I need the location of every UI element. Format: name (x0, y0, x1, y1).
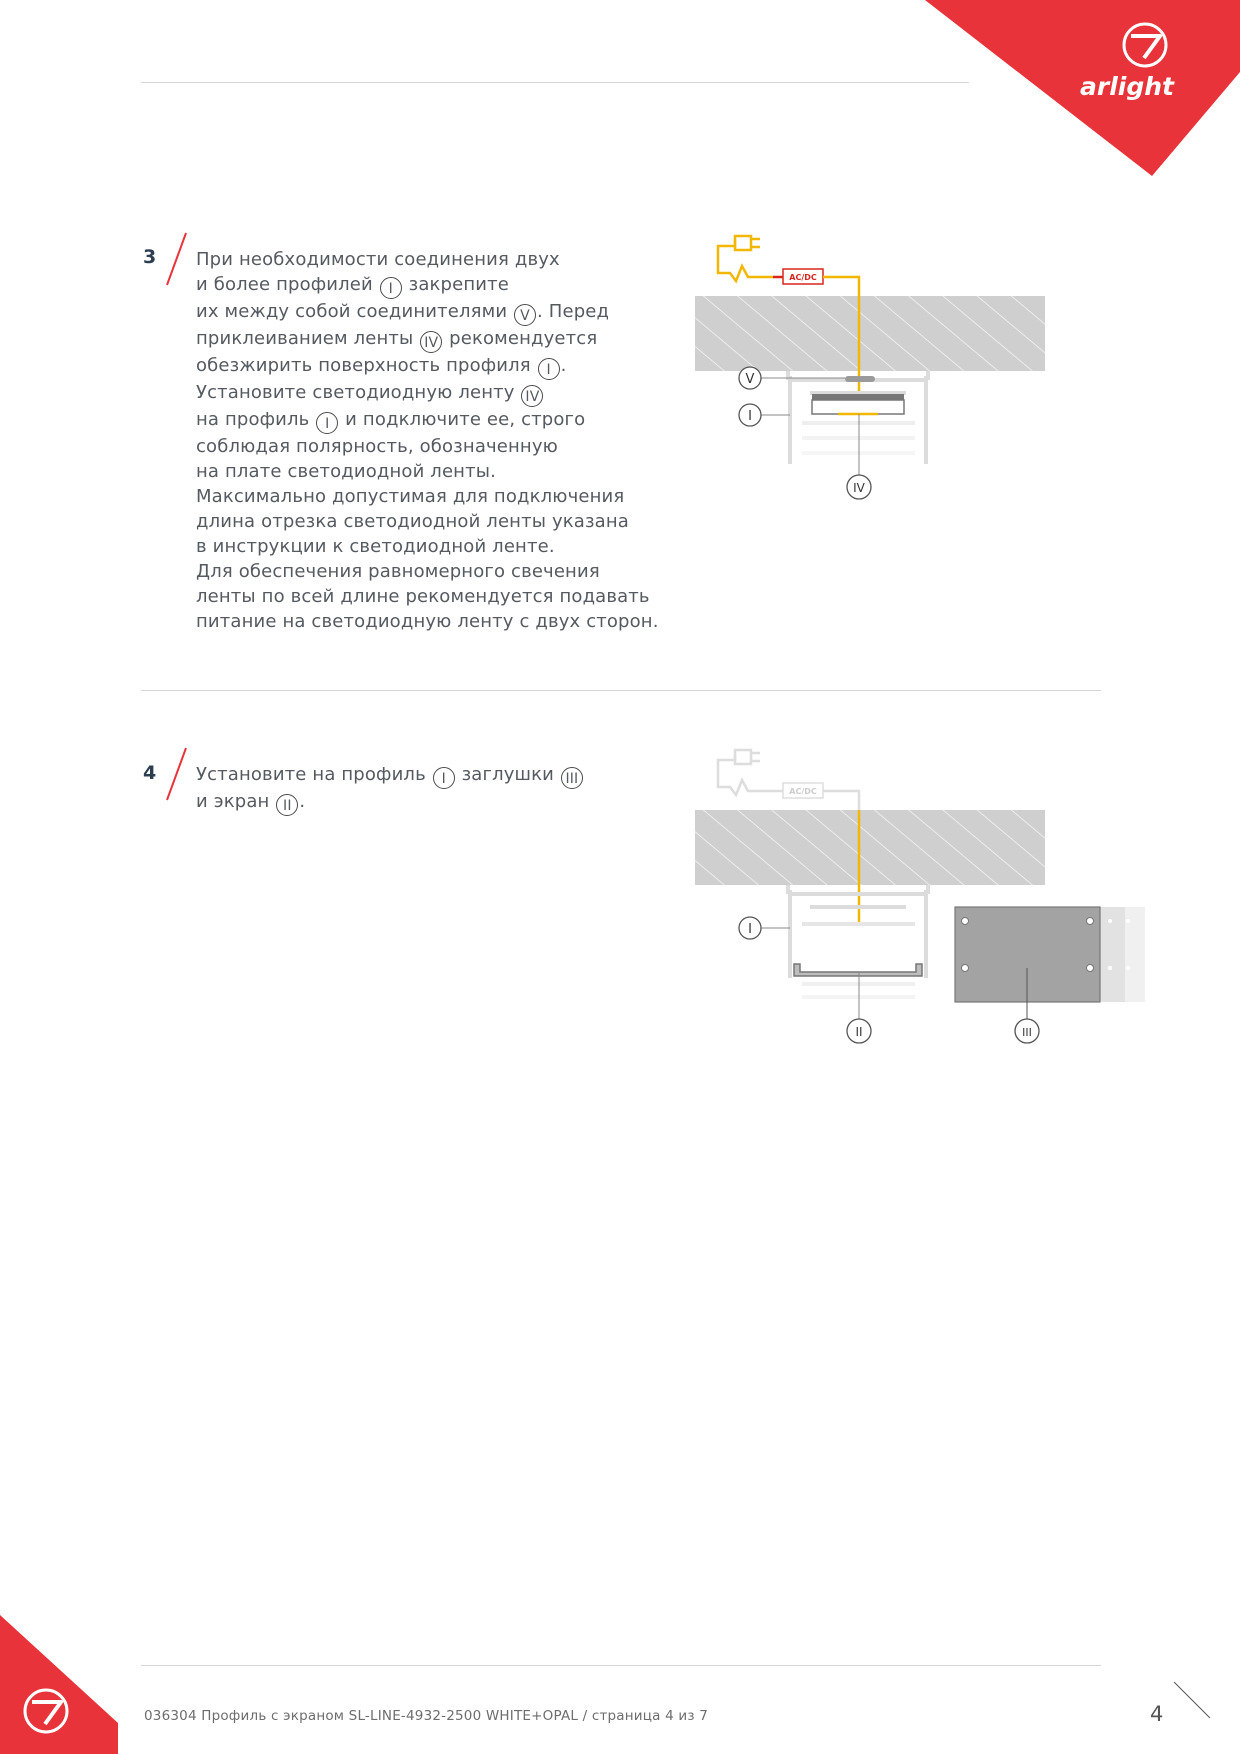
power-plug-icon (718, 236, 773, 281)
step-4-number: 4 (143, 762, 157, 784)
callout-i-label: I (748, 922, 752, 937)
step-3-slash (164, 231, 188, 287)
step-3-diagram (690, 228, 1050, 508)
callout-iii-label: III (1022, 1026, 1032, 1039)
step-4-slash (164, 746, 188, 802)
text-segment: заглушки (455, 764, 560, 785)
text-line (196, 407, 659, 434)
text-line (196, 326, 659, 353)
step-4-diagram (690, 742, 1160, 1057)
part-marker: V (514, 304, 536, 326)
text-segment: рекомендуется (443, 328, 598, 349)
text-segment: в инструкции к светодиодной ленте. (196, 536, 555, 557)
power-plug-icon (718, 750, 859, 810)
text-line (196, 559, 659, 584)
part-marker: I (433, 767, 455, 789)
text-segment: обезжирить поверхность профиля (196, 355, 537, 376)
text-segment: длина отрезка светодиодной ленты указана (196, 511, 629, 532)
text-segment: соблюдая полярность, обозначенную (196, 436, 558, 457)
part-marker: I (316, 412, 338, 434)
text-segment: Установите на профиль (196, 764, 432, 785)
brand-corner-bottom-left (0, 1615, 120, 1754)
text-line (196, 509, 659, 534)
part-marker: I (380, 277, 402, 299)
footer-document-info: 036304 Профиль с экраном SL-LINE-4932-2500 WHITE+OPAL / страница 4 из 7 (144, 1708, 709, 1724)
callout-i-label: I (748, 409, 752, 424)
text-segment: Для обеспечения равномерного свечения (196, 561, 600, 582)
text-line (196, 534, 659, 559)
step-4-text (196, 762, 584, 816)
text-segment: на плате светодиодной ленты. (196, 461, 496, 482)
brand-corner-top-right (925, 0, 1240, 176)
top-divider (141, 82, 969, 83)
text-segment: . Перед (537, 301, 610, 322)
text-segment: Установите светодиодную ленту (196, 382, 521, 403)
text-segment: их между собой соединителями (196, 301, 514, 322)
part-marker: IV (521, 385, 543, 407)
callout-v-label: V (745, 372, 755, 387)
psu-label: AC/DC (789, 787, 817, 796)
text-line (196, 299, 659, 326)
text-segment: . (560, 355, 567, 376)
text-line (196, 484, 659, 509)
part-marker: IV (420, 331, 442, 353)
arlight-logo-text: arlight (1080, 72, 1174, 101)
psu-label: AC/DC (789, 273, 817, 282)
step-3-text (196, 247, 659, 634)
text-line (196, 459, 659, 484)
text-line (196, 609, 659, 634)
callout-iv-label: IV (853, 481, 865, 495)
text-segment: Максимально допустимая для подключения (196, 486, 625, 507)
text-segment: ленты по всей длине рекомендуется подавать (196, 586, 650, 607)
text-segment: и подключите ее, строго (339, 409, 586, 430)
text-line (196, 380, 659, 407)
part-marker: III (561, 767, 583, 789)
text-segment: на профиль (196, 409, 316, 430)
text-segment: и более профилей (196, 274, 379, 295)
page-corner-slash (1172, 1680, 1212, 1720)
text-segment: закрепите (402, 274, 509, 295)
text-line (196, 584, 659, 609)
text-segment: и экран (196, 791, 276, 812)
text-segment: питание на светодиодную ленту с двух сторон. (196, 611, 659, 632)
part-marker: II (276, 794, 298, 816)
text-segment: . (299, 791, 306, 812)
connector-part (845, 376, 875, 382)
middle-divider (141, 690, 1101, 691)
text-line (196, 789, 584, 816)
text-segment: приклеиванием ленты (196, 328, 420, 349)
text-line (196, 353, 659, 380)
footer-divider (141, 1665, 1101, 1666)
part-marker: I (538, 358, 560, 380)
text-segment: При необходимости соединения двух (196, 249, 560, 270)
page-number: 4 (1150, 1702, 1164, 1726)
text-line (196, 247, 659, 272)
step-3-number: 3 (143, 246, 157, 268)
text-line (196, 762, 584, 789)
led-strip (812, 394, 904, 400)
callout-ii-label: II (855, 1025, 863, 1039)
diffuser-screen (794, 964, 922, 976)
text-line (196, 434, 659, 459)
text-line (196, 272, 659, 299)
